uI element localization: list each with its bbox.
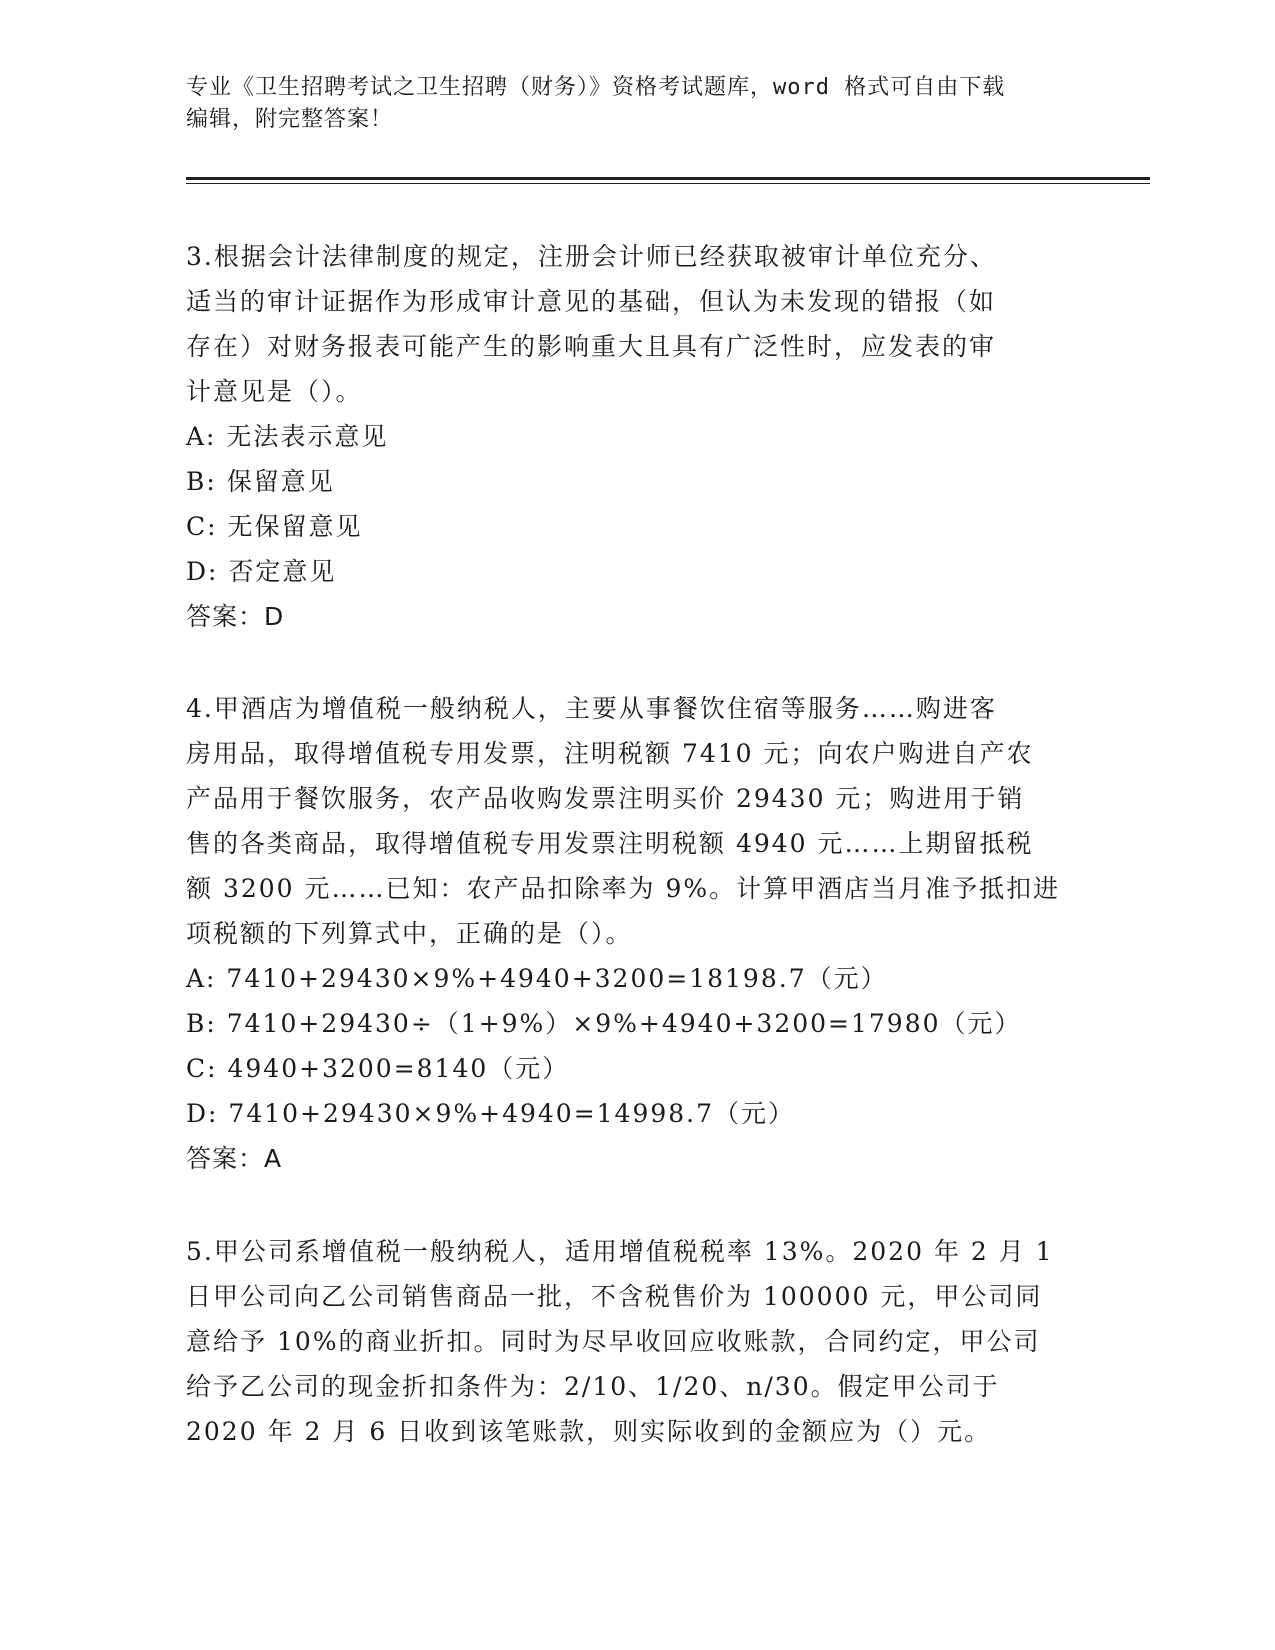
question-text-line: 3.根据会计法律制度的规定，注册会计师已经获取被审计单位充分、 [186, 242, 997, 271]
header-line: 专业《卫生招聘考试之卫生招聘（财务）》资格考试题库，word 格式可自由下载 [186, 75, 1006, 100]
question-5 [186, 1229, 1086, 1454]
question-text-line: 产品用于餐饮服务，农产品收购发票注明买价 29430 元；购进用于销 [186, 784, 1025, 813]
option-c: C: 4940+3200=8140（元） [186, 1054, 570, 1083]
header-line: 编辑，附完整答案！ [186, 107, 394, 132]
option-d: D: 否定意见 [186, 557, 337, 586]
option-a: A: 7410+29430×9%+4940+3200=18198.7（元） [186, 964, 888, 993]
question-text-line: 售的各类商品，取得增值税专用发票注明税额 4940 元……上期留抵税 [186, 829, 1034, 858]
question-text-line: 房用品，取得增值税专用发票，注明税额 7410 元；向农户购进自产农 [186, 739, 1034, 768]
question-4 [186, 686, 1086, 1181]
option-b: B: 保留意见 [186, 467, 335, 496]
question-text-line: 2020 年 2 月 6 日收到该笔账款，则实际收到的金额应为（）元。 [186, 1417, 992, 1446]
answer-label: 答案：D [186, 602, 285, 631]
header-divider-thick [186, 177, 1150, 180]
option-c: C: 无保留意见 [186, 512, 363, 541]
question-text-line: 日甲公司向乙公司销售商品一批，不含税售价为 100000 元，甲公司同 [186, 1282, 1043, 1311]
question-text-line: 存在）对财务报表可能产生的影响重大且具有广泛性时，应发表的审 [186, 332, 997, 361]
option-b: B: 7410+29430÷（1+9%）×9%+4940+3200=17980（元） [186, 1009, 1022, 1038]
page-header [186, 72, 1066, 136]
question-text-line: 项税额的下列算式中，正确的是（）。 [186, 919, 633, 948]
option-a: A: 无法表示意见 [186, 422, 389, 451]
question-text-line: 适当的审计证据作为形成审计意见的基础，但认为未发现的错报（如 [186, 287, 997, 316]
question-text-line: 意给予 10%的商业折扣。同时为尽早收回应收账款，合同约定，甲公司 [186, 1327, 1041, 1356]
question-text-line: 计意见是（）。 [186, 377, 363, 406]
question-3 [186, 234, 1086, 639]
question-text-line: 额 3200 元……已知：农产品扣除率为 9%。计算甲酒店当月准予抵扣进 [186, 874, 1061, 903]
option-d: D: 7410+29430×9%+4940=14998.7（元） [186, 1099, 796, 1128]
question-text-line: 5.甲公司系增值税一般纳税人，适用增值税税率 13%。2020 年 2 月 1 [186, 1237, 1054, 1266]
header-divider-thin [186, 183, 1150, 184]
question-text-line: 给予乙公司的现金折扣条件为：2/10、1/20、n/30。假定甲公司于 [186, 1372, 1000, 1401]
question-text-line: 4.甲酒店为增值税一般纳税人，主要从事餐饮住宿等服务……购进客 [186, 694, 997, 723]
answer-label: 答案：A [186, 1144, 283, 1173]
